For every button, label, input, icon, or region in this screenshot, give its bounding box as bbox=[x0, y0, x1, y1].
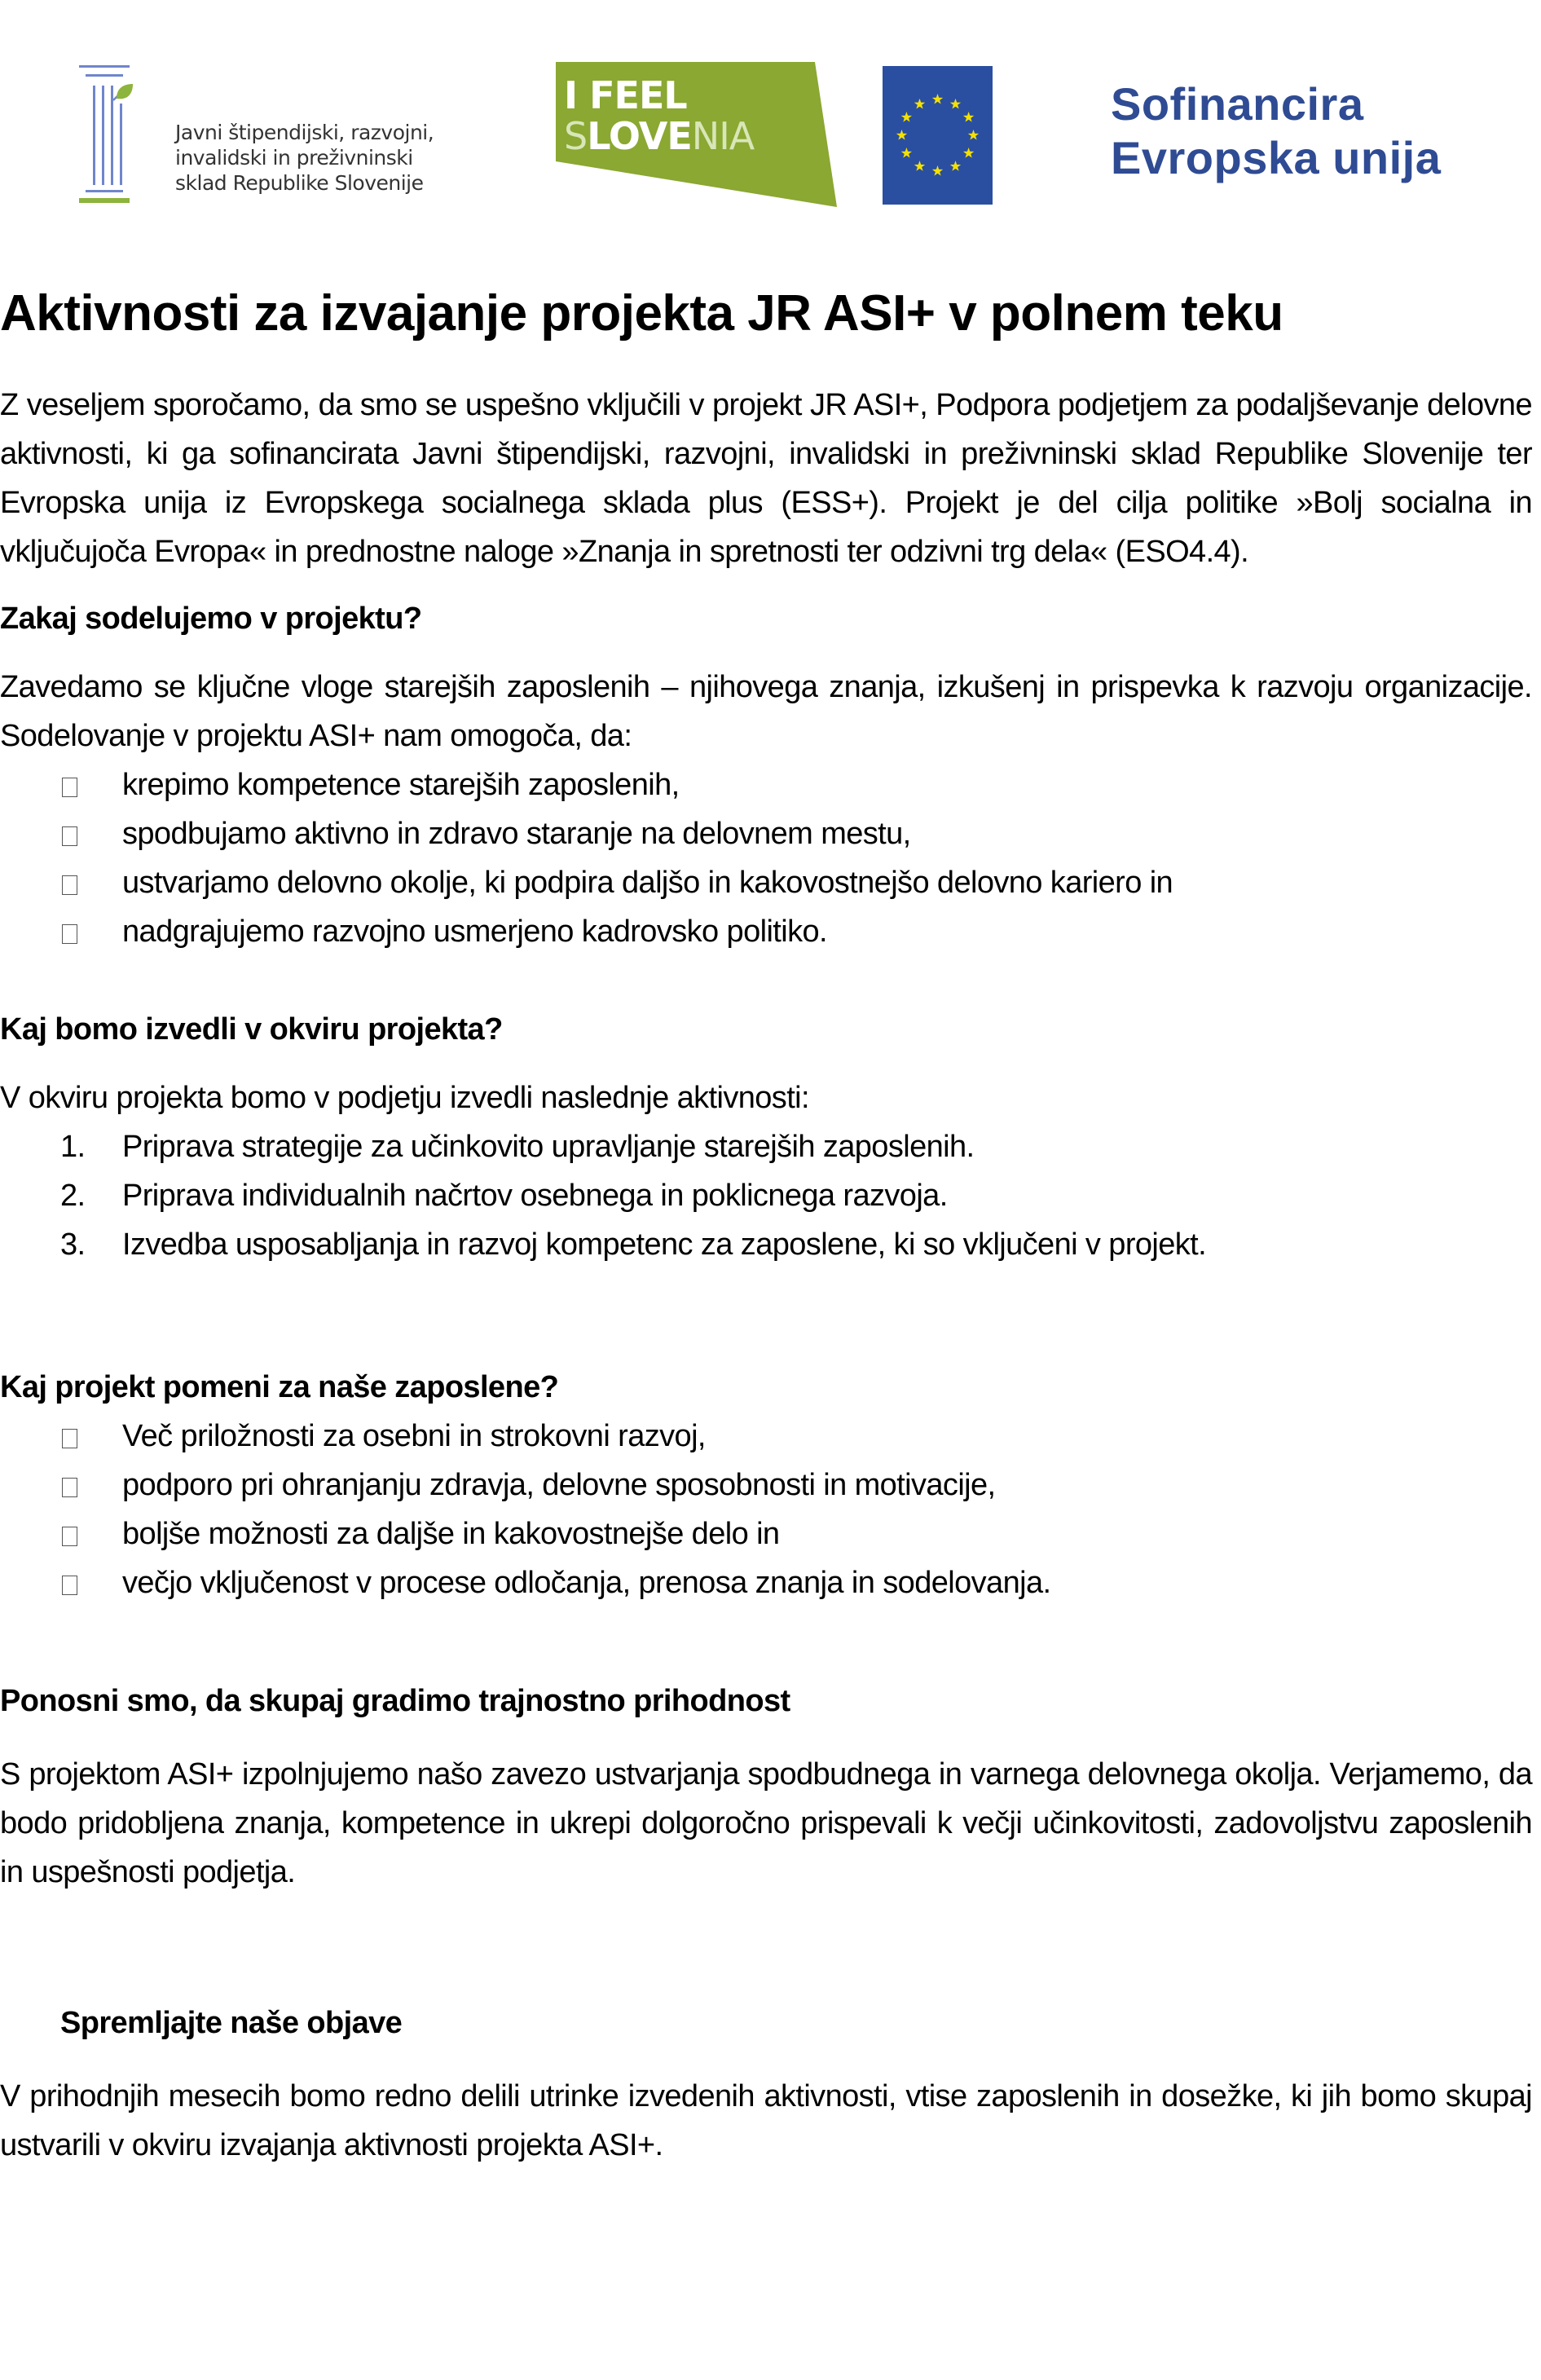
ifs-love: LOVE bbox=[587, 114, 692, 158]
list-item bbox=[0, 760, 1532, 809]
checkbox-square-icon bbox=[62, 875, 77, 895]
jsrips-line-1: Javni štipendijski, razvojni, bbox=[175, 121, 434, 144]
list-number: 2. bbox=[60, 1179, 86, 1213]
list-item-text: krepimo kompetence starejših zaposlenih, bbox=[122, 768, 680, 802]
list-number: 1. bbox=[60, 1130, 86, 1164]
checkbox-square-icon bbox=[62, 1429, 77, 1448]
column-leaf-icon bbox=[77, 61, 159, 208]
list-item-text: Izvedba usposabljanja in razvoj kompetenc za zaposlene, ki so vključeni v projekt. bbox=[122, 1227, 1207, 1262]
list-item-text: ustvarjamo delovno okolje, ki podpira daljšo in kakovostnejšo delovno kariero in bbox=[122, 866, 1173, 900]
i-feel-slovenia-logo bbox=[556, 62, 841, 207]
section-heading: Kaj bomo izvedli v okviru projekta? bbox=[0, 1012, 503, 1047]
list-item bbox=[0, 1510, 1532, 1558]
article bbox=[0, 281, 1532, 2170]
section-heading: Kaj projekt pomeni za naše zaposlene? bbox=[0, 1370, 559, 1404]
ifs-line-1: I FEEL bbox=[564, 73, 687, 117]
list-item bbox=[0, 809, 1532, 858]
section-heading: Spremljajte naše objave bbox=[60, 2006, 403, 2040]
list-item bbox=[0, 1171, 1532, 1220]
intro-paragraph: Z veseljem sporočamo, da smo se uspešno vključili v projekt JR ASI+, Podpora podjetjem za podaljševanje delovne aktivnosti, ki ga sofinancirata Javni štipendijski, razvojni, invalidski in preživninski sklad Republike Slovenije ter Evropska unija iz Evropskega socialnega sklada plus (ESS+). Projekt je del cilja politike »Bolj socialna in vključujoča Evropa« in prednostne naloge »Znanja in spretnosti ter odzivni trg dela« (ESO4.4). bbox=[0, 388, 1532, 569]
eu-flag-icon bbox=[883, 66, 993, 205]
list-item bbox=[0, 1558, 1532, 1607]
checkbox-square-icon bbox=[62, 826, 77, 846]
jsrips-line-3: sklad Republike Slovenije bbox=[175, 171, 424, 195]
jsrips-name bbox=[175, 120, 434, 196]
list-item-text: večjo vključenost v procese odločanja, prenosa znanja in sodelovanja. bbox=[122, 1566, 1051, 1600]
article-title: Aktivnosti za izvajanje projekta JR ASI+ v polnem teku bbox=[0, 285, 1283, 342]
bullet-list bbox=[0, 1412, 1532, 1607]
section-heading: Ponosni smo, da skupaj gradimo trajnostno prihodnost bbox=[0, 1684, 790, 1718]
ifs-line-2 bbox=[564, 116, 754, 156]
ifs-s: S bbox=[564, 114, 588, 158]
section-text: V prihodnjih mesecih bomo redno delili utrinke izvedenih aktivnosti, vtise zaposlenih in dosežke, ki jih bomo skupaj ustvarili v okviru izvajanja aktivnosti projekta ASI+. bbox=[0, 2079, 1532, 2162]
ifs-nia: NIA bbox=[691, 114, 755, 158]
list-item bbox=[0, 1461, 1532, 1510]
checkbox-square-icon bbox=[62, 1576, 77, 1595]
jsrips-line-2: invalidski in preživninski bbox=[175, 146, 413, 170]
eu-line-1: Sofinancira bbox=[1111, 78, 1364, 130]
list-item bbox=[0, 858, 1532, 907]
list-item bbox=[0, 1122, 1532, 1171]
list-item bbox=[0, 907, 1532, 956]
list-item-text: Več priložnosti za osebni in strokovni razvoj, bbox=[122, 1419, 706, 1453]
list-item-text: spodbujamo aktivno in zdravo staranje na delovnem mestu, bbox=[122, 817, 911, 851]
eu-line-2: Evropska unija bbox=[1111, 132, 1442, 183]
numbered-list bbox=[0, 1122, 1532, 1269]
checkbox-square-icon bbox=[62, 924, 77, 944]
list-item-text: Priprava individualnih načrtov osebnega in poklicnega razvoja. bbox=[122, 1179, 948, 1213]
checkbox-square-icon bbox=[62, 1527, 77, 1546]
section-text: V okviru projekta bomo v podjetju izvedli naslednje aktivnosti: bbox=[0, 1081, 809, 1115]
list-item bbox=[0, 1220, 1532, 1269]
list-number: 3. bbox=[60, 1227, 86, 1262]
section-text: S projektom ASI+ izpolnjujemo našo zavezo ustvarjanja spodbudnega in varnega delovnega okolja. Verjamemo, da bodo pridobljena znanja, kompetence in ukrepi dolgoročno prispevali k večji učinkovitosti, zadovoljstvu zaposlenih in uspešnosti podjetja. bbox=[0, 1757, 1532, 1889]
jsrips-logo bbox=[77, 61, 469, 208]
list-item-text: podporo pri ohranjanju zdravja, delovne sposobnosti in motivacije, bbox=[122, 1468, 996, 1502]
section-text: Zavedamo se ključne vloge starejših zaposlenih – njihovega znanja, izkušenj in prispevka k razvoju organizacije. Sodelovanje v projektu ASI+ nam omogoča, da: bbox=[0, 670, 1532, 753]
list-item-text: Priprava strategije za učinkovito upravljanje starejših zaposlenih. bbox=[122, 1130, 975, 1164]
checkbox-square-icon bbox=[62, 778, 77, 797]
bullet-list bbox=[0, 760, 1532, 956]
list-item bbox=[0, 1412, 1532, 1461]
section-heading: Zakaj sodelujemo v projektu? bbox=[0, 602, 422, 636]
checkbox-square-icon bbox=[62, 1478, 77, 1497]
eu-cofinanced-text bbox=[1111, 77, 1441, 185]
list-item-text: nadgrajujemo razvojno usmerjeno kadrovsko politiko. bbox=[122, 915, 827, 949]
list-item-text: boljše možnosti za daljše in kakovostnejše delo in bbox=[122, 1517, 780, 1551]
